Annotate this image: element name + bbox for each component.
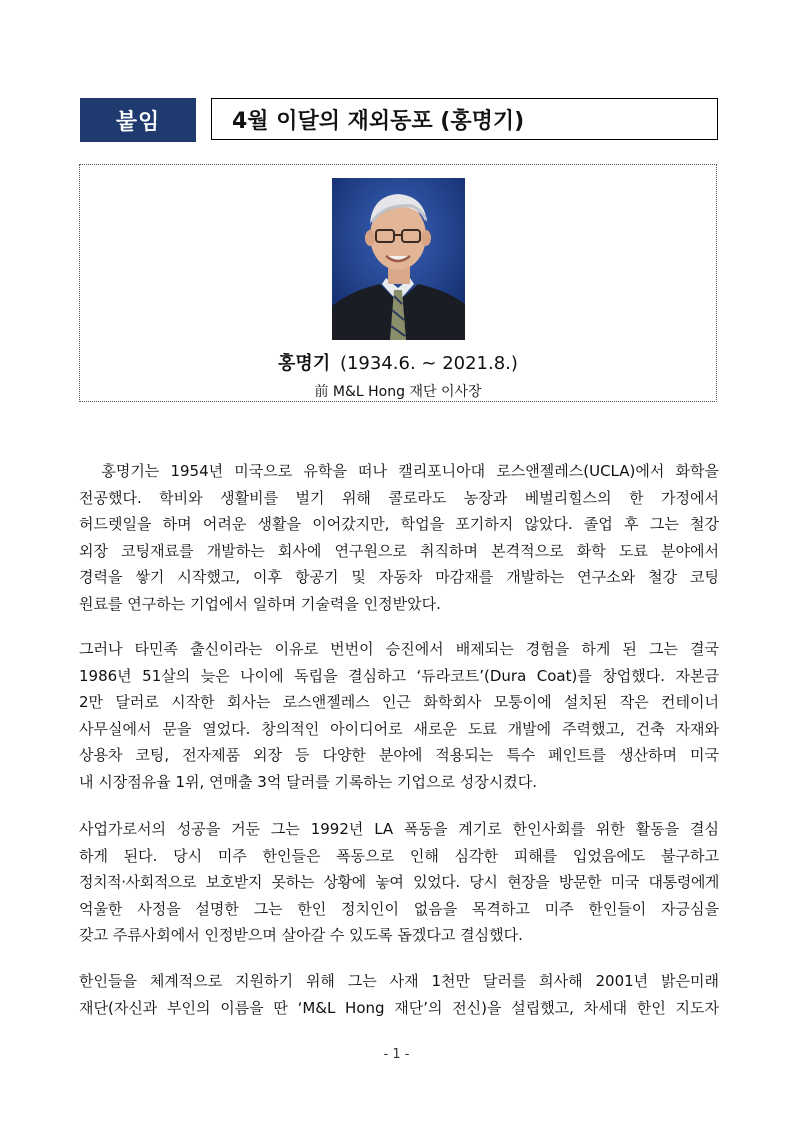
document-title-box [211, 98, 718, 140]
paragraph-2 [79, 636, 719, 795]
paragraph-line: 재단(자신과 부인의 이름을 딴 ‘M&L Hong 재단’의 전신)을 설립했고, 차세대 한인 지도자 [79, 998, 719, 1017]
paragraph-line: 억울한 사정을 설명한 그는 한인 정치인이 없음을 목격하고 미주 한인들이 자긍심을 [79, 899, 719, 918]
paragraph-1 [79, 458, 719, 617]
paragraph-line: 하게 된다. 당시 미주 한인들은 폭동으로 인해 심각한 피해를 입었음에도 불구하고 [79, 846, 719, 865]
paragraph-line: 1986년 51살의 늦은 나이에 독립을 결심하고 ‘듀라코트’(Dura Coat)를 창업했다. 자본금 [79, 666, 719, 685]
paragraph-line: 한인들을 체계적으로 지원하기 위해 그는 사재 1천만 달러를 희사해 2001년 밝은미래 [79, 972, 719, 990]
paragraph-line: 원료를 연구하는 기업에서 일하며 기술력을 인정받았다. [79, 594, 441, 613]
paragraph-line: 2만 달러로 시작한 회사는 로스앤젤레스 인근 화학회사 모퉁이에 설치된 작은 컨테이너 [79, 693, 719, 711]
paragraph-line: 그러나 타민족 출신이라는 이유로 번번이 승진에서 배제되는 경험을 하게 된 그는 결국 [79, 640, 719, 658]
portrait-photo [332, 178, 465, 340]
paragraph-line: 외장 코팅재료를 개발하는 회사에 연구원으로 취직하며 본격적으로 화학 도료 분야에서 [79, 541, 719, 560]
paragraph-line: 내 시장점유율 1위, 연매출 3억 달러를 기록하는 기업으로 성장시켰다. [79, 772, 538, 791]
profile-role: 前 M&L Hong 재단 이사장 [314, 384, 482, 400]
attachment-badge-label: 붙임 [115, 109, 161, 135]
paragraph-line: 홍명기는 1954년 미국으로 유학을 떠나 캘리포니아대 로스앤젤레스(UCLA)에서 화학을 [79, 462, 719, 480]
profile-card [79, 164, 717, 402]
profile-dates: (1934.6. ~ 2021.8.) [339, 353, 518, 374]
paragraph-line: 갖고 주류사회에서 인정받으며 살아갈 수 있도록 돕겠다고 결심했다. [79, 926, 523, 944]
paragraph-3 [79, 816, 719, 949]
portrait-illustration [332, 178, 465, 340]
paragraph-4 [79, 968, 719, 1021]
paragraph-line: 정치적·사회적으로 보호받지 못하는 상황에 놓여 있었다. 당시 현장을 방문한 미국 대통령에게 [79, 873, 719, 891]
paragraph-line: 상용차 코팅, 전자제품 외장 등 다양한 분야에 적용되는 특수 페인트를 생산하며 미국 [79, 746, 719, 764]
attachment-badge [80, 98, 196, 142]
document-title: 4월 이달의 재외동포 (홍명기) [232, 108, 525, 134]
paragraph-line: 사업가로서의 성공을 거둔 그는 1992년 LA 폭동을 계기로 한인사회를 위한 활동을 결심 [79, 820, 719, 838]
paragraph-line: 사무실에서 문을 열었다. 창의적인 아이디어로 새로운 도료 개발에 주력했고, 건축 자재와 [79, 719, 719, 738]
page-number: - 1 - [383, 1047, 410, 1062]
profile-name: 홍명기 [278, 353, 331, 374]
paragraph-line: 허드렛일을 하며 어려운 생활을 이어갔지만, 학업을 포기하지 않았다. 졸업 후 그는 철강 [79, 515, 719, 533]
paragraph-line: 전공했다. 학비와 생활비를 벌기 위해 콜로라도 농장과 베벌리힐스의 한 가정에서 [79, 488, 719, 507]
profile-name-line [80, 349, 716, 375]
paragraph-line: 경력을 쌓기 시작했고, 이후 항공기 및 자동차 마감재를 개발하는 연구소와 철강 코팅 [79, 568, 719, 586]
